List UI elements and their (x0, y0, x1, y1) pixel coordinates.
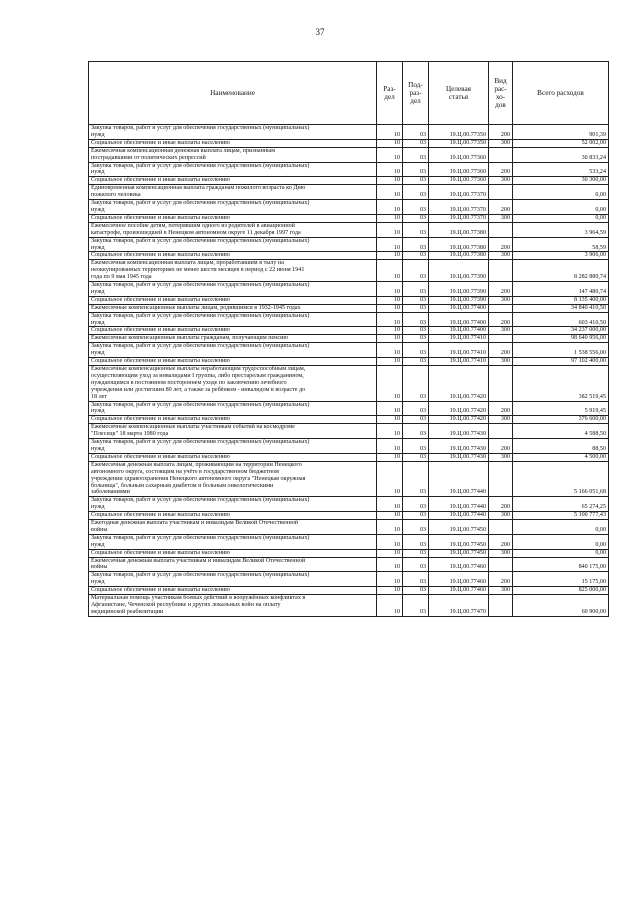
row-section-cell: 10 (377, 439, 403, 454)
row-subsection-cell: 03 (403, 185, 429, 200)
table-header (89, 62, 609, 125)
row-subsection-cell: 03 (403, 162, 429, 177)
row-subsection-cell: 03 (403, 343, 429, 358)
table-row (89, 534, 609, 549)
row-expense-type-cell: 300 (489, 214, 513, 222)
row-name-cell: Закупка товаров, работ и услуг для обеспечения государственных (муниципальных) нужд (89, 200, 377, 215)
row-name-cell: Социальное обеспечение и иные выплаты населению (89, 177, 377, 185)
row-total-cell: 30 300,00 (513, 177, 609, 185)
row-total-cell: 98 640 956,00 (513, 335, 609, 343)
row-expense-type-cell: 200 (489, 497, 513, 512)
table-row (89, 401, 609, 416)
table-row (89, 296, 609, 304)
row-section-cell: 10 (377, 461, 403, 497)
row-subsection-cell: 03 (403, 453, 429, 461)
row-subsection-cell: 03 (403, 439, 429, 454)
table-row (89, 162, 609, 177)
row-name-cell: Закупка товаров, работ и услуг для обеспечения государственных (муниципальных) нужд (89, 401, 377, 416)
row-total-cell: 58,59 (513, 237, 609, 252)
row-target-article-cell: 19.Ц.00.77380 (429, 222, 489, 237)
row-name-cell: Закупка товаров, работ и услуг для обеспечения государственных (муниципальных) нужд (89, 534, 377, 549)
row-subsection-cell: 03 (403, 237, 429, 252)
row-expense-type-cell: 200 (489, 343, 513, 358)
table-row (89, 185, 609, 200)
row-target-article-cell: 19.Ц.00.77440 (429, 461, 489, 497)
row-total-cell: 65 274,25 (513, 497, 609, 512)
header-total-expenses: Всего расходов (513, 62, 609, 125)
row-expense-type-cell: 300 (489, 512, 513, 520)
row-target-article-cell: 19.Ц.00.77410 (429, 358, 489, 366)
row-subsection-cell: 03 (403, 177, 429, 185)
row-total-cell: 0,00 (513, 520, 609, 535)
row-name-cell: Закупка товаров, работ и услуг для обеспечения государственных (муниципальных) нужд (89, 572, 377, 587)
row-expense-type-cell (489, 222, 513, 237)
row-subsection-cell: 03 (403, 401, 429, 416)
table-row (89, 282, 609, 297)
row-total-cell: 603 410,50 (513, 312, 609, 327)
row-name-cell: Закупка товаров, работ и услуг для обеспечения государственных (муниципальных) нужд (89, 343, 377, 358)
row-target-article-cell: 19.Ц.00.77470 (429, 595, 489, 617)
row-target-article-cell: 19.Ц.00.77350 (429, 125, 489, 140)
row-section-cell: 10 (377, 214, 403, 222)
row-target-article-cell: 19.Ц.00.77420 (429, 401, 489, 416)
row-section-cell: 10 (377, 296, 403, 304)
row-section-cell: 10 (377, 416, 403, 424)
row-section-cell: 10 (377, 260, 403, 282)
table-body (89, 125, 609, 617)
row-section-cell: 10 (377, 497, 403, 512)
row-subsection-cell: 03 (403, 416, 429, 424)
row-section-cell: 10 (377, 520, 403, 535)
row-name-cell: Социальное обеспечение и иные выплаты населению (89, 512, 377, 520)
row-name-cell: Социальное обеспечение и иные выплаты населению (89, 453, 377, 461)
row-expense-type-cell: 200 (489, 401, 513, 416)
row-name-cell: Закупка товаров, работ и услуг для обеспечения государственных (муниципальных) нужд (89, 312, 377, 327)
row-section-cell: 10 (377, 358, 403, 366)
row-expense-type-cell: 300 (489, 327, 513, 335)
page-number: 37 (315, 27, 325, 37)
row-expense-type-cell: 200 (489, 572, 513, 587)
row-target-article-cell: 19.Ц.00.77410 (429, 335, 489, 343)
table-row (89, 312, 609, 327)
table-row (89, 366, 609, 402)
row-name-cell: Ежемесячная денежная выплата участникам и инвалидам Великой Отечественной войны (89, 557, 377, 572)
row-expense-type-cell (489, 366, 513, 402)
row-subsection-cell: 03 (403, 147, 429, 162)
row-name-cell: Социальное обеспечение и иные выплаты населению (89, 587, 377, 595)
row-total-cell: 0,00 (513, 185, 609, 200)
row-expense-type-cell: 200 (489, 200, 513, 215)
row-name-cell: Социальное обеспечение и иные выплаты населению (89, 296, 377, 304)
row-total-cell: 5 919,45 (513, 401, 609, 416)
table-row (89, 125, 609, 140)
budget-table (88, 61, 609, 617)
table-row (89, 439, 609, 454)
row-expense-type-cell (489, 260, 513, 282)
table-row (89, 587, 609, 595)
table-row (89, 343, 609, 358)
row-target-article-cell: 19.Ц.00.77430 (429, 453, 489, 461)
table-row (89, 595, 609, 617)
row-total-cell: 8 282 880,74 (513, 260, 609, 282)
row-name-cell: Ежемесячные компенсационные выплаты участникам событий на космодроме "Плесецк" 18 марта 1980 года (89, 424, 377, 439)
row-target-article-cell: 19.Ц.00.77430 (429, 439, 489, 454)
row-subsection-cell: 03 (403, 260, 429, 282)
row-total-cell: 376 600,00 (513, 416, 609, 424)
row-name-cell: Социальное обеспечение и иные выплаты населению (89, 549, 377, 557)
row-name-cell: Ежемесячная компенсационная денежная выплата лицам, признанным пострадавшими от политических репрессий (89, 147, 377, 162)
row-expense-type-cell (489, 557, 513, 572)
row-target-article-cell: 19.Ц.00.77370 (429, 214, 489, 222)
row-subsection-cell: 03 (403, 366, 429, 402)
row-target-article-cell: 19.Ц.00.77460 (429, 557, 489, 572)
header-expense-type: Вид рас- хо- дов (489, 62, 513, 125)
row-subsection-cell: 03 (403, 335, 429, 343)
row-section-cell: 10 (377, 401, 403, 416)
table-row (89, 147, 609, 162)
table-row (89, 461, 609, 497)
row-total-cell: 382 519,45 (513, 366, 609, 402)
row-total-cell: 30 833,24 (513, 147, 609, 162)
row-total-cell: 0,00 (513, 549, 609, 557)
row-name-cell: Ежемесячная компенсационная выплата лицам, проработавшим в тылу на неоккупированных территориях не менее шести месяцев в период с 22 июня 1941 года по 9 мая 1945 года (89, 260, 377, 282)
row-expense-type-cell: 200 (489, 125, 513, 140)
row-expense-type-cell (489, 147, 513, 162)
row-total-cell: 34 237 000,00 (513, 327, 609, 335)
row-subsection-cell: 03 (403, 595, 429, 617)
row-target-article-cell: 19.Ц.00.77390 (429, 282, 489, 297)
row-section-cell: 10 (377, 343, 403, 358)
row-subsection-cell: 03 (403, 461, 429, 497)
row-section-cell: 10 (377, 282, 403, 297)
row-subsection-cell: 03 (403, 214, 429, 222)
table-row (89, 139, 609, 147)
row-name-cell: Социальное обеспечение и иные выплаты населению (89, 214, 377, 222)
row-target-article-cell: 19.Ц.00.77420 (429, 366, 489, 402)
row-expense-type-cell: 300 (489, 549, 513, 557)
row-section-cell: 10 (377, 162, 403, 177)
row-subsection-cell: 03 (403, 252, 429, 260)
row-section-cell: 10 (377, 252, 403, 260)
row-total-cell: 1 538 556,00 (513, 343, 609, 358)
table-row (89, 214, 609, 222)
row-name-cell: Социальное обеспечение и иные выплаты населению (89, 416, 377, 424)
row-subsection-cell: 03 (403, 282, 429, 297)
row-subsection-cell: 03 (403, 549, 429, 557)
row-total-cell: 901,39 (513, 125, 609, 140)
row-section-cell: 10 (377, 327, 403, 335)
row-name-cell: Социальное обеспечение и иные выплаты населению (89, 139, 377, 147)
row-expense-type-cell: 200 (489, 282, 513, 297)
row-total-cell: 34 840 410,50 (513, 304, 609, 312)
table-row (89, 512, 609, 520)
row-target-article-cell: 19.Ц.00.77440 (429, 497, 489, 512)
row-section-cell: 10 (377, 200, 403, 215)
row-target-article-cell: 19.Ц.00.77400 (429, 312, 489, 327)
row-target-article-cell: 19.Ц.00.77360 (429, 177, 489, 185)
row-total-cell: 52 002,00 (513, 139, 609, 147)
row-subsection-cell: 03 (403, 222, 429, 237)
row-expense-type-cell: 300 (489, 296, 513, 304)
row-total-cell: 0,00 (513, 200, 609, 215)
header-subsection: Под- раз- дел (403, 62, 429, 125)
table-row (89, 237, 609, 252)
row-target-article-cell: 19.Ц.00.77430 (429, 424, 489, 439)
table-row (89, 453, 609, 461)
table-row (89, 549, 609, 557)
row-subsection-cell: 03 (403, 139, 429, 147)
row-expense-type-cell: 200 (489, 312, 513, 327)
table-row (89, 424, 609, 439)
row-section-cell: 10 (377, 177, 403, 185)
row-name-cell: Закупка товаров, работ и услуг для обеспечения государственных (муниципальных) нужд (89, 282, 377, 297)
row-total-cell: 60 900,00 (513, 595, 609, 617)
row-section-cell: 10 (377, 139, 403, 147)
row-subsection-cell: 03 (403, 358, 429, 366)
row-subsection-cell: 03 (403, 125, 429, 140)
row-target-article-cell: 19.Ц.00.77380 (429, 237, 489, 252)
header-row (89, 62, 609, 125)
table-row (89, 416, 609, 424)
row-expense-type-cell: 300 (489, 416, 513, 424)
row-total-cell: 825 000,00 (513, 587, 609, 595)
row-total-cell: 15 175,00 (513, 572, 609, 587)
row-expense-type-cell (489, 595, 513, 617)
row-expense-type-cell: 200 (489, 439, 513, 454)
row-name-cell: Закупка товаров, работ и услуг для обеспечения государственных (муниципальных) нужд (89, 439, 377, 454)
row-expense-type-cell (489, 461, 513, 497)
row-expense-type-cell: 300 (489, 139, 513, 147)
row-name-cell: Материальная помощь участникам боевых действий в вооружённых конфликтах в Афганистане, Чеченской республике и других локальных войн на оплату медицинской реабилитации (89, 595, 377, 617)
row-total-cell: 840 175,00 (513, 557, 609, 572)
row-subsection-cell: 03 (403, 534, 429, 549)
row-subsection-cell: 03 (403, 304, 429, 312)
row-name-cell: Ежемесячные компенсационные выплаты неработающим трудоспособным лицам, осуществляющим уход за инвалидами I группы, либо престарелым гражданином, нуждающимся в постоянном постороннем уходе по заключению лечебного учреждения или достигшим 80 лет, а также за ребёнком - инвалидом в возрасте до 18 лет (89, 366, 377, 402)
row-section-cell: 10 (377, 453, 403, 461)
row-target-article-cell: 19.Ц.00.77360 (429, 162, 489, 177)
row-expense-type-cell: 300 (489, 252, 513, 260)
row-name-cell: Ежемесячные компенсационные выплаты гражданам, получающим пенсию (89, 335, 377, 343)
row-section-cell: 10 (377, 534, 403, 549)
row-target-article-cell: 19.Ц.00.77440 (429, 512, 489, 520)
row-section-cell: 10 (377, 572, 403, 587)
row-section-cell: 10 (377, 424, 403, 439)
row-target-article-cell: 19.Ц.00.77410 (429, 343, 489, 358)
row-name-cell: Социальное обеспечение и иные выплаты населению (89, 327, 377, 335)
row-expense-type-cell (489, 520, 513, 535)
row-total-cell: 5 166 051,68 (513, 461, 609, 497)
row-section-cell: 10 (377, 304, 403, 312)
row-total-cell: 3 906,00 (513, 252, 609, 260)
header-section: Раз- дел (377, 62, 403, 125)
row-subsection-cell: 03 (403, 327, 429, 335)
row-target-article-cell: 19.Ц.00.77350 (429, 139, 489, 147)
row-expense-type-cell: 200 (489, 162, 513, 177)
row-name-cell: Закупка товаров, работ и услуг для обеспечения государственных (муниципальных) нужд (89, 125, 377, 140)
table-row (89, 304, 609, 312)
row-section-cell: 10 (377, 312, 403, 327)
row-name-cell: Закупка товаров, работ и услуг для обеспечения государственных (муниципальных) нужд (89, 497, 377, 512)
row-section-cell: 10 (377, 237, 403, 252)
row-target-article-cell: 19.Ц.00.77460 (429, 587, 489, 595)
row-expense-type-cell: 200 (489, 534, 513, 549)
row-name-cell: Ежемесячная денежная выплата лицам, проживающим на территории Ненецкого автономного округа, состоящим на учёте в государственном бюджетном учреждении здравоохранения Ненецкого автономного округа "Ненецкая окружная больница", больным сахарным диабетом и больным онкологическими заболеваниями (89, 461, 377, 497)
row-total-cell: 147 480,74 (513, 282, 609, 297)
table-row (89, 335, 609, 343)
row-target-article-cell: 19.Ц.00.77370 (429, 185, 489, 200)
row-total-cell: 97 102 400,00 (513, 358, 609, 366)
table-row (89, 200, 609, 215)
row-section-cell: 10 (377, 125, 403, 140)
row-target-article-cell: 19.Ц.00.77420 (429, 416, 489, 424)
row-expense-type-cell (489, 304, 513, 312)
row-total-cell: 3 964,59 (513, 222, 609, 237)
row-target-article-cell: 19.Ц.00.77390 (429, 296, 489, 304)
row-subsection-cell: 03 (403, 296, 429, 304)
row-expense-type-cell: 300 (489, 453, 513, 461)
header-target-article: Целевая статья (429, 62, 489, 125)
row-section-cell: 10 (377, 549, 403, 557)
row-section-cell: 10 (377, 185, 403, 200)
row-target-article-cell: 19.Ц.00.77460 (429, 572, 489, 587)
row-total-cell: 8 135 400,00 (513, 296, 609, 304)
row-target-article-cell: 19.Ц.00.77450 (429, 549, 489, 557)
row-target-article-cell: 19.Ц.00.77450 (429, 520, 489, 535)
row-section-cell: 10 (377, 366, 403, 402)
row-expense-type-cell (489, 424, 513, 439)
row-subsection-cell: 03 (403, 520, 429, 535)
row-expense-type-cell (489, 335, 513, 343)
row-section-cell: 10 (377, 222, 403, 237)
table-row (89, 572, 609, 587)
row-name-cell: Единовременная компенсационная выплата гражданам пожилого возраста ко Дню пожилого человека (89, 185, 377, 200)
row-subsection-cell: 03 (403, 424, 429, 439)
header-name: Наименование (89, 62, 377, 125)
row-total-cell: 4 500,00 (513, 453, 609, 461)
table-row (89, 520, 609, 535)
row-section-cell: 10 (377, 587, 403, 595)
table-row (89, 358, 609, 366)
row-subsection-cell: 03 (403, 557, 429, 572)
row-section-cell: 10 (377, 512, 403, 520)
row-total-cell: 0,00 (513, 214, 609, 222)
row-name-cell: Социальное обеспечение и иные выплаты населению (89, 252, 377, 260)
row-name-cell: Ежемесячные компенсационные выплаты лицам, родившимся в 1932-1945 годах (89, 304, 377, 312)
row-subsection-cell: 03 (403, 512, 429, 520)
row-name-cell: Ежемесячное пособие детям, потерявшим одного из родителей в авиационной катастрофе, произошедшей в Ненецком автономном округе 11 декабря 1997 года (89, 222, 377, 237)
row-section-cell: 10 (377, 595, 403, 617)
row-target-article-cell: 19.Ц.00.77400 (429, 304, 489, 312)
row-expense-type-cell (489, 185, 513, 200)
row-subsection-cell: 03 (403, 497, 429, 512)
table-row (89, 177, 609, 185)
row-section-cell: 10 (377, 557, 403, 572)
row-subsection-cell: 03 (403, 200, 429, 215)
row-target-article-cell: 19.Ц.00.77450 (429, 534, 489, 549)
row-name-cell: Закупка товаров, работ и услуг для обеспечения государственных (муниципальных) нужд (89, 237, 377, 252)
row-target-article-cell: 19.Ц.00.77370 (429, 200, 489, 215)
row-section-cell: 10 (377, 335, 403, 343)
row-expense-type-cell: 200 (489, 237, 513, 252)
row-name-cell: Закупка товаров, работ и услуг для обеспечения государственных (муниципальных) нужд (89, 162, 377, 177)
row-total-cell: 533,24 (513, 162, 609, 177)
table-row (89, 252, 609, 260)
row-expense-type-cell: 300 (489, 358, 513, 366)
table-row (89, 260, 609, 282)
row-name-cell: Ежегодная денежная выплата участникам и инвалидам Великой Отечественной войны (89, 520, 377, 535)
row-subsection-cell: 03 (403, 312, 429, 327)
table-row (89, 557, 609, 572)
row-total-cell: 88,50 (513, 439, 609, 454)
table-row (89, 327, 609, 335)
row-total-cell: 5 100 777,43 (513, 512, 609, 520)
table-row (89, 222, 609, 237)
row-subsection-cell: 03 (403, 572, 429, 587)
row-target-article-cell: 19.Ц.00.77390 (429, 260, 489, 282)
row-expense-type-cell: 300 (489, 587, 513, 595)
row-name-cell: Социальное обеспечение и иные выплаты населению (89, 358, 377, 366)
row-section-cell: 10 (377, 147, 403, 162)
row-expense-type-cell: 300 (489, 177, 513, 185)
row-total-cell: 4 588,50 (513, 424, 609, 439)
row-subsection-cell: 03 (403, 587, 429, 595)
row-total-cell: 0,00 (513, 534, 609, 549)
table-row (89, 497, 609, 512)
row-target-article-cell: 19.Ц.00.77380 (429, 252, 489, 260)
row-target-article-cell: 19.Ц.00.77400 (429, 327, 489, 335)
row-target-article-cell: 19.Ц.00.77360 (429, 147, 489, 162)
